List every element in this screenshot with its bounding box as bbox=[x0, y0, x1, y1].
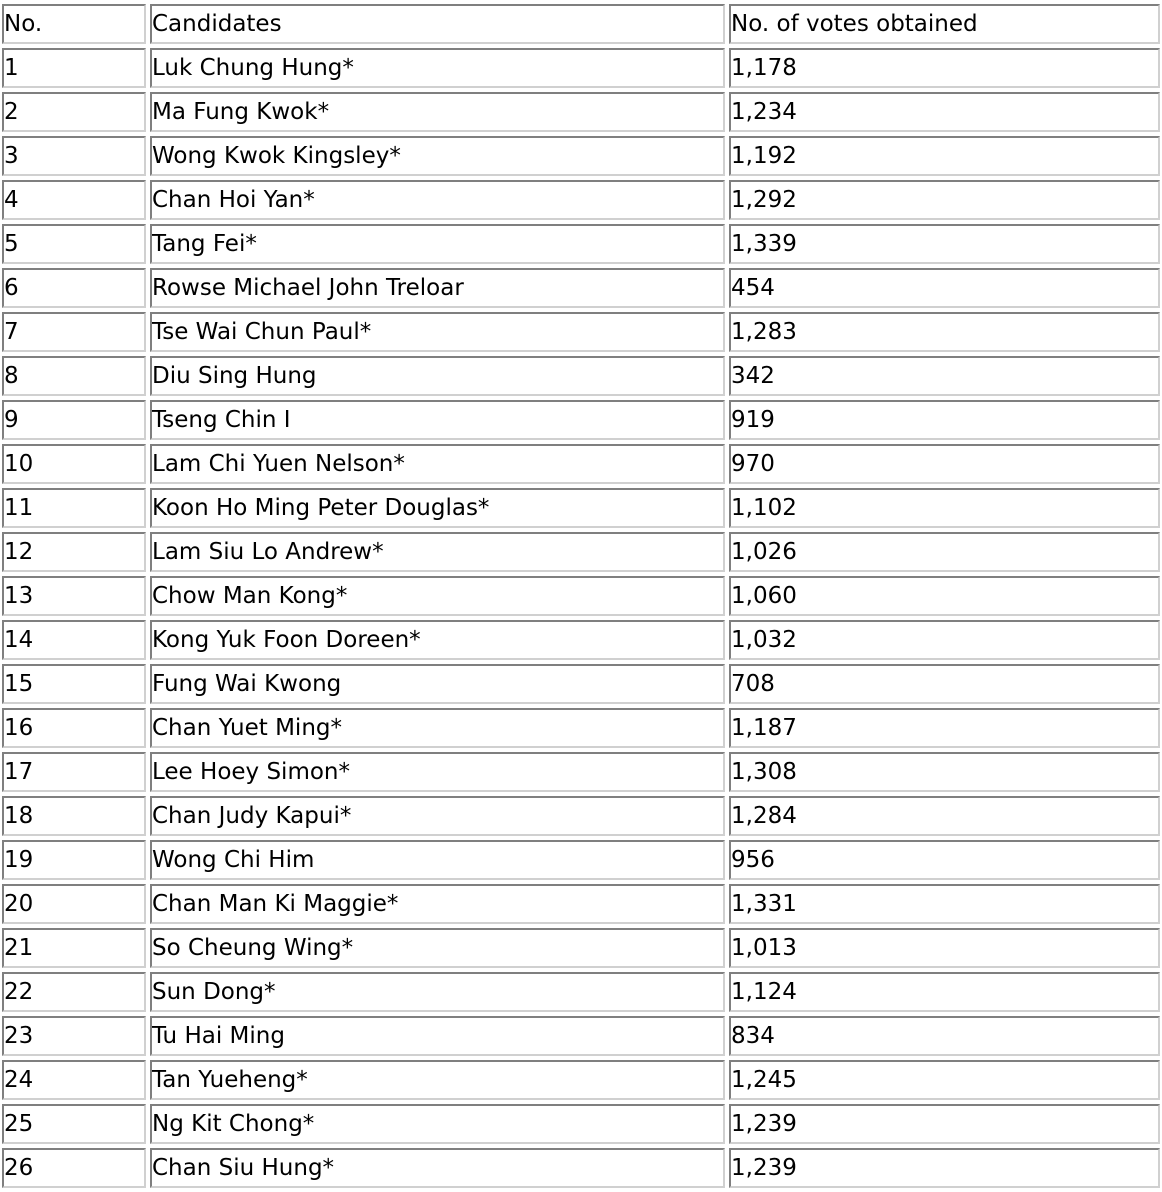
table-row bbox=[2, 796, 1160, 836]
candidate-name-cell: Lam Chi Yuen Nelson* bbox=[150, 444, 725, 484]
header-row bbox=[2, 4, 1160, 44]
candidate-name-cell: Chan Judy Kapui* bbox=[150, 796, 725, 836]
table-row bbox=[2, 92, 1160, 132]
votes-count-cell: 454 bbox=[729, 268, 1160, 308]
table-row bbox=[2, 576, 1160, 616]
table-row bbox=[2, 268, 1160, 308]
votes-count-cell: 1,283 bbox=[729, 312, 1160, 352]
row-number-cell: 24 bbox=[2, 1060, 146, 1100]
row-number-cell: 17 bbox=[2, 752, 146, 792]
table-row bbox=[2, 224, 1160, 264]
candidate-name-cell: Ng Kit Chong* bbox=[150, 1104, 725, 1144]
row-number-cell: 3 bbox=[2, 136, 146, 176]
row-number-cell: 12 bbox=[2, 532, 146, 572]
table-row bbox=[2, 136, 1160, 176]
votes-count-cell: 1,245 bbox=[729, 1060, 1160, 1100]
candidate-name-cell: Diu Sing Hung bbox=[150, 356, 725, 396]
candidate-name-cell: Tu Hai Ming bbox=[150, 1016, 725, 1056]
votes-count-cell: 1,239 bbox=[729, 1104, 1160, 1144]
row-number-cell: 1 bbox=[2, 48, 146, 88]
row-number-cell: 26 bbox=[2, 1148, 146, 1188]
row-number-cell: 19 bbox=[2, 840, 146, 880]
table-row bbox=[2, 488, 1160, 528]
table-row bbox=[2, 972, 1160, 1012]
candidate-name-cell: Sun Dong* bbox=[150, 972, 725, 1012]
table-row bbox=[2, 1148, 1160, 1188]
votes-count-cell: 1,032 bbox=[729, 620, 1160, 660]
table-row bbox=[2, 708, 1160, 748]
votes-count-cell: 956 bbox=[729, 840, 1160, 880]
candidate-name-cell: Tseng Chin I bbox=[150, 400, 725, 440]
table-row bbox=[2, 312, 1160, 352]
table-row bbox=[2, 840, 1160, 880]
candidate-name-cell: Wong Kwok Kingsley* bbox=[150, 136, 725, 176]
votes-count-cell: 834 bbox=[729, 1016, 1160, 1056]
row-number-cell: 5 bbox=[2, 224, 146, 264]
votes-count-cell: 1,102 bbox=[729, 488, 1160, 528]
row-number-cell: 9 bbox=[2, 400, 146, 440]
votes-count-cell: 1,308 bbox=[729, 752, 1160, 792]
row-number-cell: 13 bbox=[2, 576, 146, 616]
row-number-cell: 15 bbox=[2, 664, 146, 704]
table-row bbox=[2, 884, 1160, 924]
row-number-cell: 8 bbox=[2, 356, 146, 396]
votes-count-cell: 1,239 bbox=[729, 1148, 1160, 1188]
candidate-name-cell: Chow Man Kong* bbox=[150, 576, 725, 616]
votes-count-cell: 1,234 bbox=[729, 92, 1160, 132]
header-votes: No. of votes obtained bbox=[729, 4, 1160, 44]
votes-count-cell: 1,013 bbox=[729, 928, 1160, 968]
votes-count-cell: 1,178 bbox=[729, 48, 1160, 88]
row-number-cell: 25 bbox=[2, 1104, 146, 1144]
table-row bbox=[2, 400, 1160, 440]
votes-count-cell: 1,124 bbox=[729, 972, 1160, 1012]
row-number-cell: 18 bbox=[2, 796, 146, 836]
table-row bbox=[2, 48, 1160, 88]
candidate-name-cell: Ma Fung Kwok* bbox=[150, 92, 725, 132]
row-number-cell: 11 bbox=[2, 488, 146, 528]
votes-count-cell: 1,192 bbox=[729, 136, 1160, 176]
votes-count-cell: 1,292 bbox=[729, 180, 1160, 220]
votes-count-cell: 708 bbox=[729, 664, 1160, 704]
votes-count-cell: 342 bbox=[729, 356, 1160, 396]
candidate-name-cell: Fung Wai Kwong bbox=[150, 664, 725, 704]
candidate-name-cell: Tse Wai Chun Paul* bbox=[150, 312, 725, 352]
table-row bbox=[2, 752, 1160, 792]
votes-count-cell: 970 bbox=[729, 444, 1160, 484]
table-row bbox=[2, 1104, 1160, 1144]
row-number-cell: 16 bbox=[2, 708, 146, 748]
row-number-cell: 23 bbox=[2, 1016, 146, 1056]
table-row bbox=[2, 620, 1160, 660]
candidate-name-cell: Tang Fei* bbox=[150, 224, 725, 264]
results-table-body bbox=[2, 4, 1160, 1188]
votes-count-cell: 1,331 bbox=[729, 884, 1160, 924]
table-row bbox=[2, 1060, 1160, 1100]
row-number-cell: 4 bbox=[2, 180, 146, 220]
candidate-name-cell: Chan Hoi Yan* bbox=[150, 180, 725, 220]
table-row bbox=[2, 444, 1160, 484]
candidate-name-cell: Wong Chi Him bbox=[150, 840, 725, 880]
votes-count-cell: 1,187 bbox=[729, 708, 1160, 748]
row-number-cell: 20 bbox=[2, 884, 146, 924]
candidate-name-cell: Luk Chung Hung* bbox=[150, 48, 725, 88]
row-number-cell: 14 bbox=[2, 620, 146, 660]
candidate-name-cell: Koon Ho Ming Peter Douglas* bbox=[150, 488, 725, 528]
table-row bbox=[2, 356, 1160, 396]
row-number-cell: 6 bbox=[2, 268, 146, 308]
candidate-name-cell: Tan Yueheng* bbox=[150, 1060, 725, 1100]
table-row bbox=[2, 928, 1160, 968]
candidate-name-cell: Chan Man Ki Maggie* bbox=[150, 884, 725, 924]
row-number-cell: 22 bbox=[2, 972, 146, 1012]
header-candidates: Candidates bbox=[150, 4, 725, 44]
table-row bbox=[2, 532, 1160, 572]
row-number-cell: 2 bbox=[2, 92, 146, 132]
row-number-cell: 10 bbox=[2, 444, 146, 484]
table-row bbox=[2, 1016, 1160, 1056]
candidate-name-cell: Lam Siu Lo Andrew* bbox=[150, 532, 725, 572]
candidate-name-cell: Chan Siu Hung* bbox=[150, 1148, 725, 1188]
candidate-name-cell: Chan Yuet Ming* bbox=[150, 708, 725, 748]
table-row bbox=[2, 664, 1160, 704]
votes-count-cell: 1,026 bbox=[729, 532, 1160, 572]
votes-count-cell: 919 bbox=[729, 400, 1160, 440]
header-no: No. bbox=[2, 4, 146, 44]
candidate-name-cell: So Cheung Wing* bbox=[150, 928, 725, 968]
candidate-name-cell: Lee Hoey Simon* bbox=[150, 752, 725, 792]
votes-count-cell: 1,284 bbox=[729, 796, 1160, 836]
table-row bbox=[2, 180, 1160, 220]
row-number-cell: 21 bbox=[2, 928, 146, 968]
row-number-cell: 7 bbox=[2, 312, 146, 352]
votes-count-cell: 1,060 bbox=[729, 576, 1160, 616]
votes-count-cell: 1,339 bbox=[729, 224, 1160, 264]
candidate-name-cell: Kong Yuk Foon Doreen* bbox=[150, 620, 725, 660]
candidate-name-cell: Rowse Michael John Treloar bbox=[150, 268, 725, 308]
